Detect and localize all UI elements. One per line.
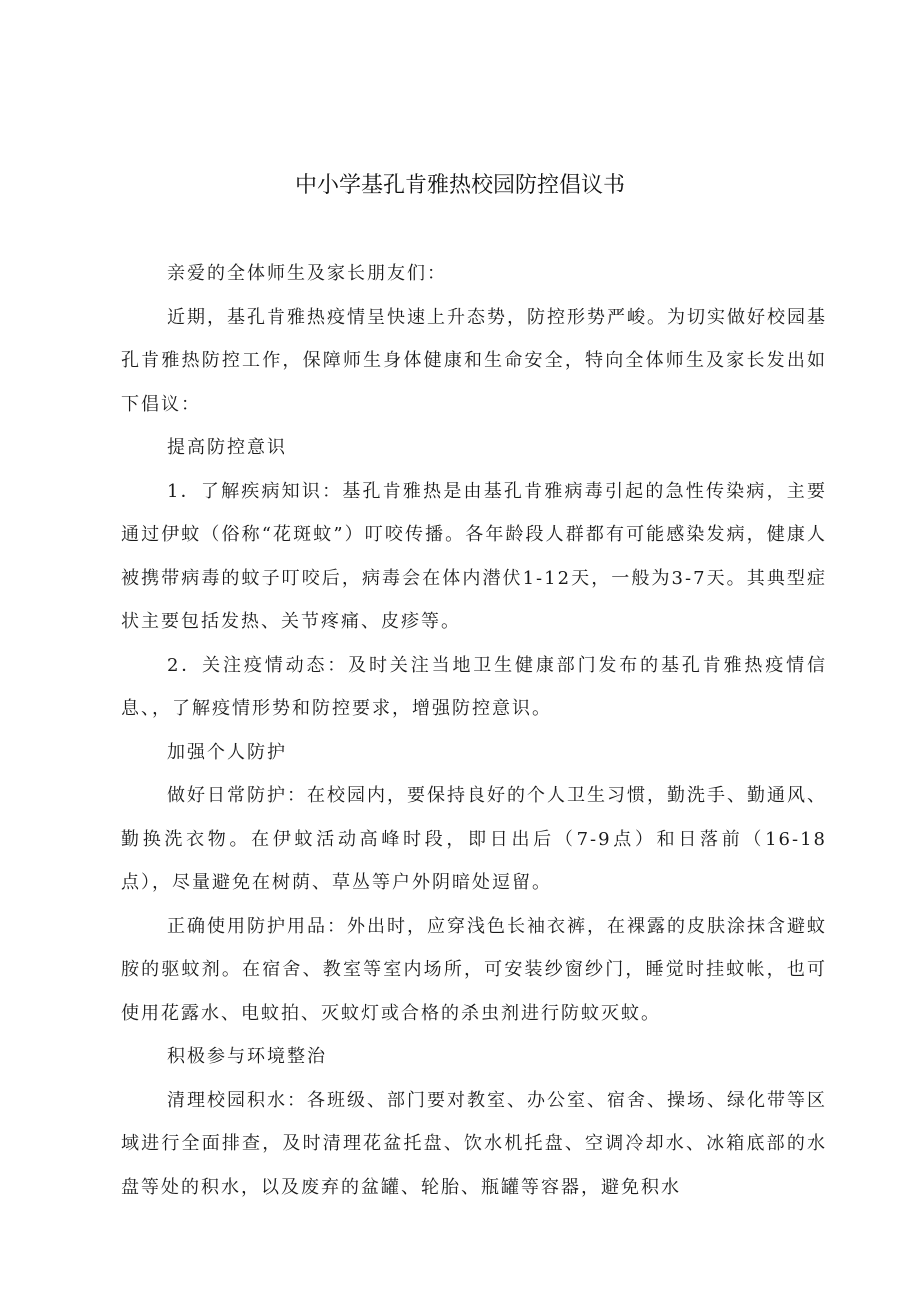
- item-disease-knowledge: 1．了解疾病知识：基孔肯雅热是由基孔肯雅病毒引起的急性传染病，主要通过伊蚊（俗称“花斑蚊”）叮咬传播。各年龄段人群都有可能感染发病，健康人被携带病毒的蚊子叮咬后，病毒会在体内潜伏1-12天，一般为3-7天。其典型症状主要包括发热、关节疼痛、皮疹等。: [121, 480, 827, 632]
- item-epidemic-updates: 2．关注疫情动态：及时关注当地卫生健康部门发布的基孔肯雅热疫情信息、，了解疫情形势和防控要求，增强防控意识。: [121, 654, 827, 719]
- item-clear-standing-water: 清理校园积水：各班级、部门要对教室、办公室、宿舍、操场、绿化带等区域进行全面排查，及时清理花盆托盘、饮水机托盘、空调冷却水、冰箱底部的水盘等处的积水，以及废弃的盆罐、轮胎、瓶罐等容器，避免积水: [121, 1089, 827, 1198]
- salutation: 亲爱的全体师生及家长朋友们：: [167, 263, 447, 284]
- document-title: 中小学基孔肯雅热校园防控倡议书: [294, 173, 625, 198]
- section-heading-protection: 加强个人防护: [167, 741, 287, 763]
- section-heading-awareness: 提高防控意识: [167, 437, 287, 458]
- item-protective-supplies: 正确使用防护用品：外出时，应穿浅色长袖衣裤，在裸露的皮肤涂抹含避蚊胺的驱蚊剂。在宿舍、教室等室内场所，可安装纱窗纱门，睡觉时挂蚊帐，也可使用花露水、电蚊拍、灭蚊灯或合格的杀虫剂进行防蚊灭蚊。: [121, 915, 827, 1024]
- section-heading-environment: 积极参与环境整治: [167, 1046, 327, 1067]
- document-body: [121, 252, 827, 1209]
- intro-paragraph: 近期，基孔肯雅热疫情呈快速上升态势，防控形势严峻。为切实做好校园基孔肯雅热防控工作，保障师生身体健康和生命安全，特向全体师生及家长发出如下倡议：: [121, 306, 827, 415]
- item-daily-protection: 做好日常防护：在校园内，要保持良好的个人卫生习惯，勤洗手、勤通风、勤换洗衣物。在伊蚊活动高峰时段，即日出后（7-9点）和日落前（16-18点），尽量避免在树荫、草丛等户外阴暗处逗留。: [121, 785, 827, 893]
